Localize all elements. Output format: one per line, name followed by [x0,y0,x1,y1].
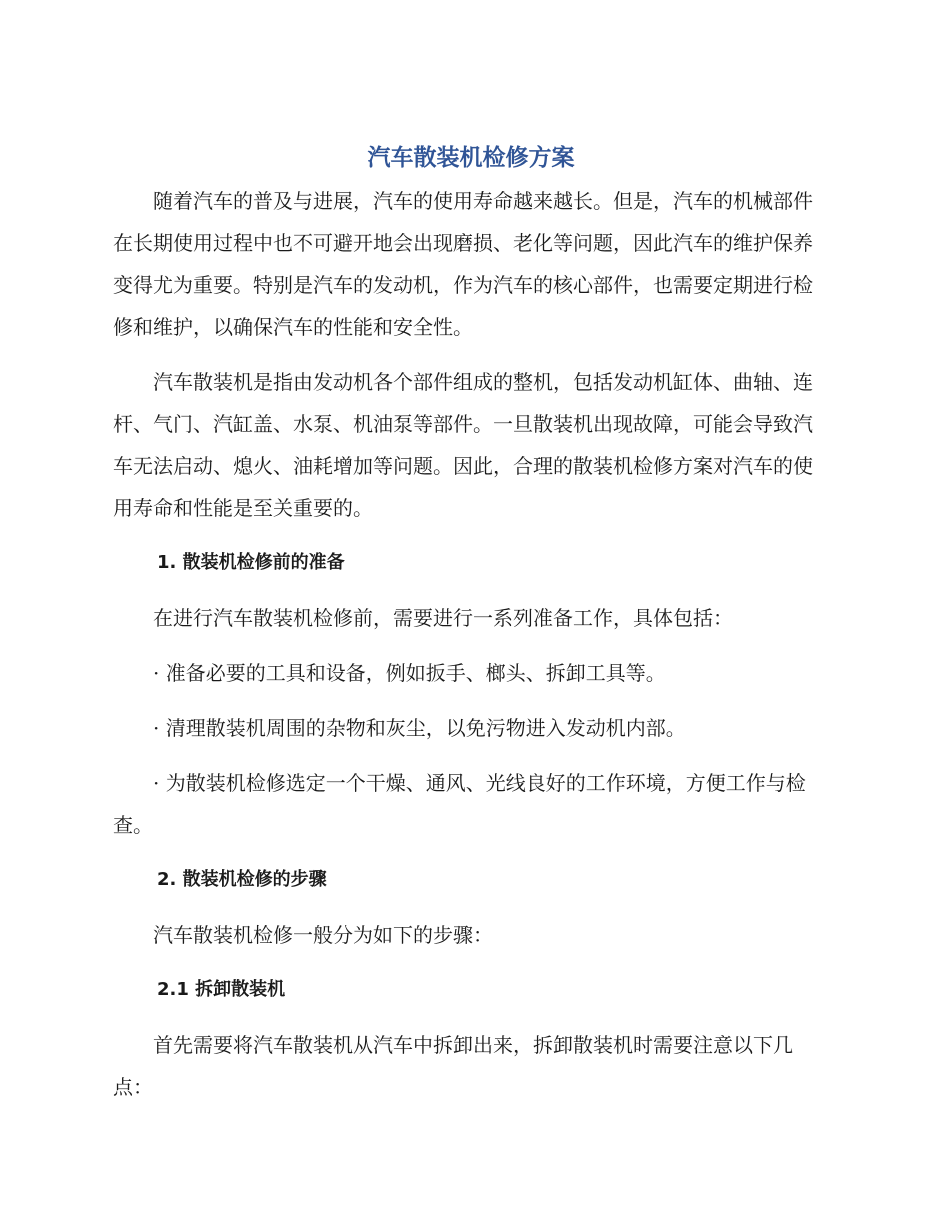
bullet-item: · 清理散装机周围的杂物和灰尘，以免污物进入发动机内部。 [153,716,686,740]
section-2-heading: 2. 散装机检修的步骤 [157,869,327,890]
subsection-2-1-text: 首先需要将汽车散装机从汽车中拆卸出来，拆卸散装机时需要注意以下几点： [113,1033,793,1099]
bullet-item: · 为散装机检修选定一个干燥、通风、光线良好的工作环境，方便工作与检查。 [113,771,806,837]
section-2-intro: 汽车散装机检修一般分为如下的步骤： [153,923,493,947]
subsection-2-1-heading: 2.1 拆卸散装机 [157,979,286,1000]
intro-paragraph-1: 随着汽车的普及与进展，汽车的使用寿命越来越长。但是，汽车的机械部件在长期使用过程中也不可避开地会出现磨损、老化等问题，因此汽车的维护保养变得尤为重要。特别是汽车的发动机，作为汽车的核心部件，也需要定期进行检修和维护，以确保汽车的性能和安全性。 [113,189,813,339]
document-page [113,140,829,1108]
intro-paragraph-2: 汽车散装机是指由发动机各个部件组成的整机，包括发动机缸体、曲轴、连杆、气门、汽缸盖、水泵、机油泵等部件。一旦散装机出现故障，可能会导致汽车无法启动、熄火、油耗增加等问题。因此，合理的散装机检修方案对汽车的使用寿命和性能是至关重要的。 [113,370,813,520]
section-1-heading: 1. 散装机检修前的准备 [157,552,345,573]
document-title: 汽车散装机检修方案 [367,145,575,171]
bullet-item: · 准备必要的工具和设备，例如扳手、榔头、拆卸工具等。 [153,661,666,685]
section-1-intro: 在进行汽车散装机检修前，需要进行一系列准备工作，具体包括： [153,606,733,630]
